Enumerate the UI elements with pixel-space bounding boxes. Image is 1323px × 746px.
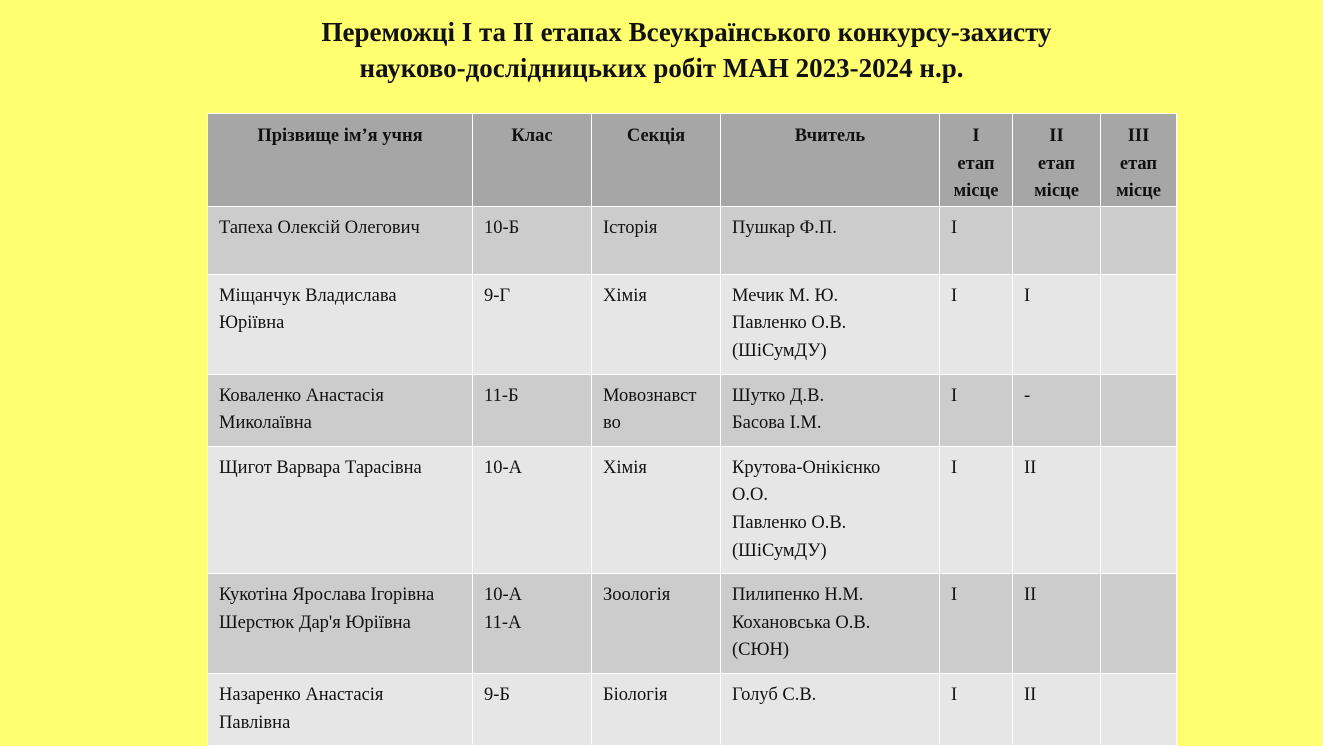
cell-stage-2-place (1013, 374, 1101, 446)
header-section: Секція (592, 114, 721, 207)
cell-text: 10-Б (484, 217, 520, 238)
cell-text: Історія (603, 217, 658, 238)
cell-text: Юріївна (219, 313, 285, 334)
cell-student-name (208, 274, 473, 374)
cell-section (592, 673, 721, 745)
cell-text: Голуб С.В. (732, 684, 817, 705)
header-class: Клас (473, 114, 592, 207)
cell-teacher (721, 673, 940, 745)
cell-stage-3-place (1101, 274, 1177, 374)
cell-text: Зоологія (603, 585, 671, 606)
cell-text: І (951, 457, 958, 478)
cell-stage-3-place (1101, 673, 1177, 745)
cell-section (592, 274, 721, 374)
table-row (208, 574, 1177, 674)
cell-text: Миколаївна (219, 413, 312, 434)
cell-student-name (208, 673, 473, 745)
cell-text: І (951, 285, 958, 306)
cell-text: во (603, 413, 621, 434)
cell-text: 10-А (484, 585, 523, 606)
cell-class (473, 446, 592, 573)
cell-student-name (208, 374, 473, 446)
cell-text: Шутко Д.В. (732, 385, 825, 406)
cell-text: І (951, 684, 958, 705)
cell-text: Мечик М. Ю. (732, 285, 839, 306)
table-row (208, 274, 1177, 374)
cell-text: ІІ (1024, 684, 1037, 705)
cell-text: 11-А (484, 612, 522, 633)
cell-text: Тапеха Олексій Олегович (219, 217, 420, 238)
cell-text: ІІ (1024, 585, 1037, 606)
title-line-2: науково-дослідницьких робіт МАН 2023-2024 н.р. (359, 53, 964, 83)
cell-teacher (721, 574, 940, 674)
cell-text: Хімія (603, 457, 647, 478)
cell-stage-2-place (1013, 446, 1101, 573)
cell-student-name (208, 446, 473, 573)
cell-text: Хімія (603, 285, 647, 306)
cell-text: 10-А (484, 457, 523, 478)
cell-section (592, 206, 721, 274)
cell-text: Шерстюк Дар'я Юріївна (219, 612, 411, 633)
cell-stage-2-place (1013, 574, 1101, 674)
cell-text: Щигот Варвара Тарасівна (219, 457, 422, 478)
cell-text: Коваленко Анастасія (219, 385, 384, 406)
header-stage-3-place: ІІІ етап місце (1101, 114, 1177, 207)
cell-text: Крутова-Онікієнко (732, 457, 881, 478)
cell-stage-1-place (940, 446, 1013, 573)
cell-stage-2-place (1013, 206, 1101, 274)
cell-text: Біологія (603, 684, 668, 705)
winners-table (207, 113, 1177, 746)
cell-text: Басова І.М. (732, 413, 822, 434)
cell-text: Павленко О.В. (732, 313, 847, 334)
cell-section (592, 446, 721, 573)
cell-teacher (721, 446, 940, 573)
cell-text: І (951, 585, 958, 606)
header-teacher: Вчитель (721, 114, 940, 207)
cell-stage-2-place (1013, 274, 1101, 374)
cell-text: (ШіСумДУ) (732, 540, 827, 561)
cell-stage-1-place (940, 673, 1013, 745)
cell-text: І (951, 217, 958, 238)
cell-class (473, 374, 592, 446)
cell-stage-3-place (1101, 446, 1177, 573)
cell-stage-1-place (940, 574, 1013, 674)
title-line-1: Переможці І та ІІ етапах Всеукраїнського конкурсу-захисту (321, 17, 1052, 47)
cell-text: Міщанчук Владислава (219, 285, 397, 306)
cell-text: І (1024, 285, 1031, 306)
cell-stage-3-place (1101, 574, 1177, 674)
cell-text: Кохановська О.В. (732, 612, 871, 633)
cell-text: 9-Б (484, 684, 511, 705)
cell-class (473, 574, 592, 674)
cell-stage-1-place (940, 206, 1013, 274)
cell-class (473, 673, 592, 745)
cell-text: Павленко О.В. (732, 512, 847, 533)
cell-text: О.О. (732, 485, 768, 506)
cell-text: Пушкар Ф.П. (732, 217, 837, 238)
page-title (0, 14, 1323, 86)
cell-stage-2-place (1013, 673, 1101, 745)
table-row (208, 374, 1177, 446)
cell-teacher (721, 274, 940, 374)
cell-stage-3-place (1101, 206, 1177, 274)
header-stage-2-place: ІІ етап місце (1013, 114, 1101, 207)
cell-section (592, 374, 721, 446)
cell-text: Пилипенко Н.М. (732, 585, 864, 606)
cell-text: 9-Г (484, 285, 511, 306)
cell-text: Назаренко Анастасія (219, 684, 384, 705)
cell-text: - (1024, 385, 1031, 406)
table-header-row (208, 114, 1177, 207)
cell-text: Мовознавст (603, 385, 697, 406)
cell-student-name (208, 206, 473, 274)
cell-class (473, 274, 592, 374)
cell-stage-3-place (1101, 374, 1177, 446)
table-row (208, 673, 1177, 745)
cell-text: (ШіСумДУ) (732, 340, 827, 361)
cell-section (592, 574, 721, 674)
cell-text: Павлівна (219, 712, 291, 733)
cell-class (473, 206, 592, 274)
cell-text: (СЮН) (732, 640, 790, 661)
header-stage-1-place: І етап місце (940, 114, 1013, 207)
table-row (208, 206, 1177, 274)
cell-student-name (208, 574, 473, 674)
header-student-name: Прізвище ім’я учня (208, 114, 473, 207)
table-row (208, 446, 1177, 573)
cell-text: І (951, 385, 958, 406)
cell-text: Кукотіна Ярослава Ігорівна (219, 585, 435, 606)
cell-stage-1-place (940, 274, 1013, 374)
cell-text: 11-Б (484, 385, 519, 406)
cell-stage-1-place (940, 374, 1013, 446)
cell-teacher (721, 374, 940, 446)
cell-text: ІІ (1024, 457, 1037, 478)
cell-teacher (721, 206, 940, 274)
